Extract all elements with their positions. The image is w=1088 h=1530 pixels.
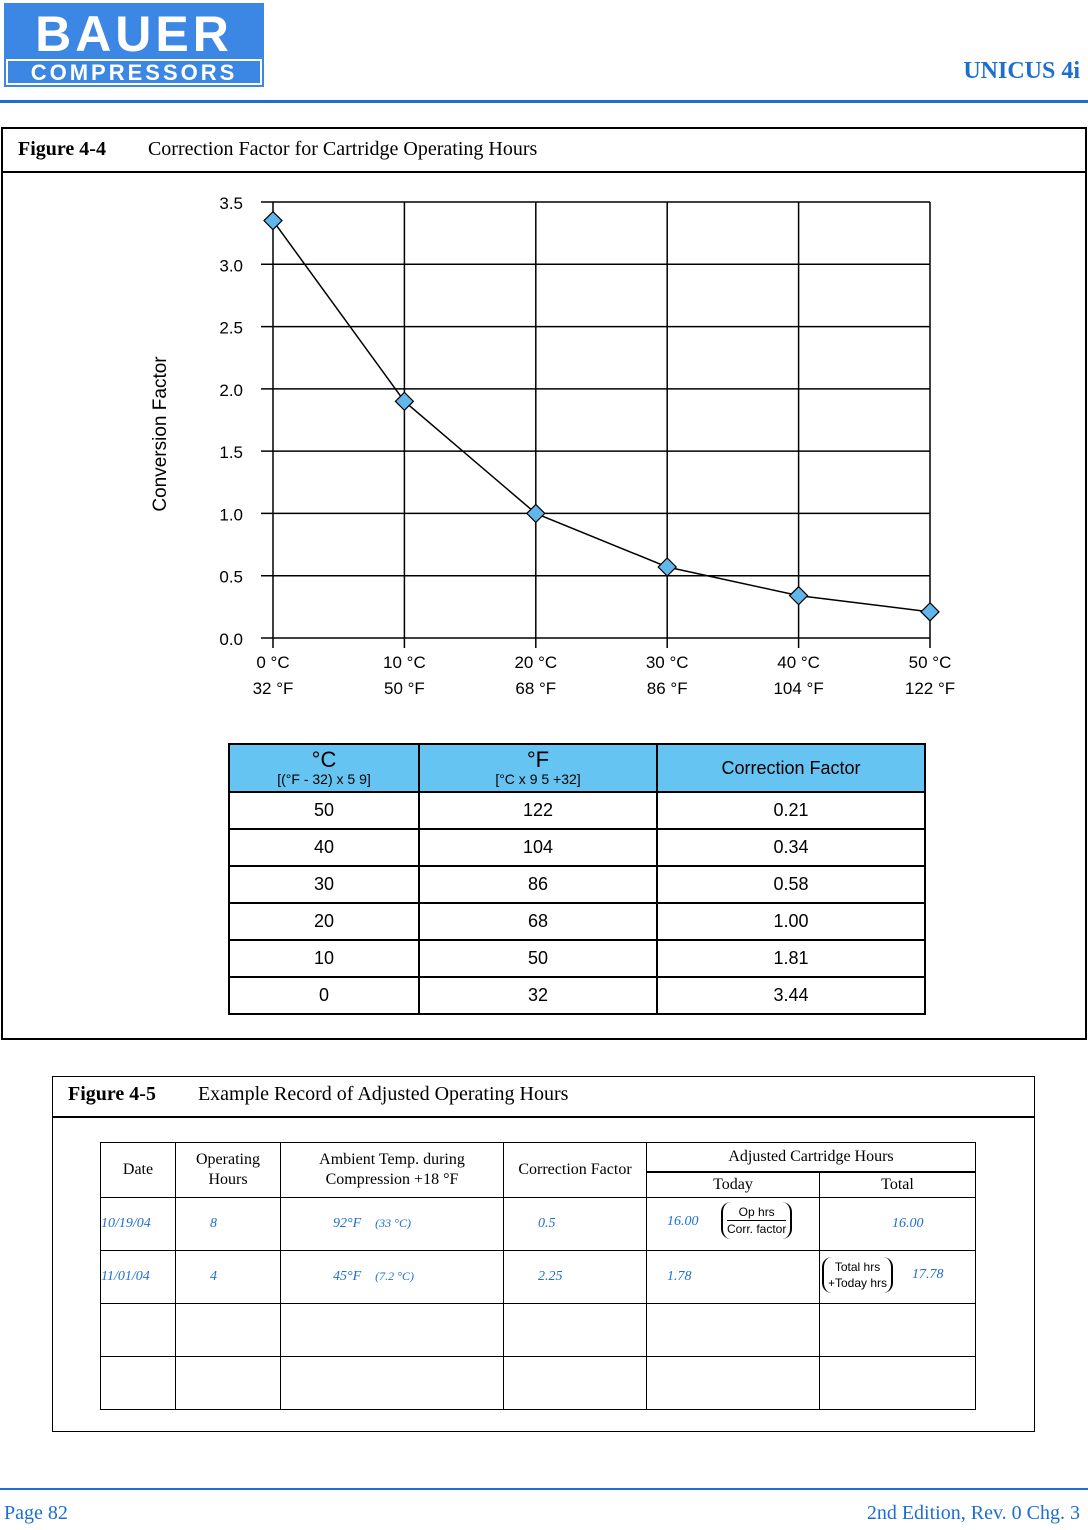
col-header-celsius — [229, 744, 419, 792]
col-header-date: Date — [101, 1143, 176, 1198]
cell-today: 1.78 — [647, 1251, 820, 1304]
table-row — [229, 977, 925, 1014]
cell-fahrenheit: 104 — [419, 829, 657, 866]
cell-fahrenheit: 50 — [419, 940, 657, 977]
chart-y-ticks — [219, 194, 243, 649]
figure-4-5-title — [68, 1083, 568, 1106]
figure-4-4-title — [18, 138, 537, 161]
cell-date — [101, 1198, 176, 1251]
col-header-factor: Correction Factor — [657, 744, 925, 792]
y-tick-label: 3.5 — [219, 194, 243, 213]
table-row-empty — [101, 1357, 976, 1410]
figure-4-4-caption: Correction Factor for Cartridge Operating Hours — [147, 138, 538, 160]
col-header-today: Today — [647, 1172, 820, 1198]
temp-f: 92°F — [333, 1216, 362, 1231]
total-value: 17.78 — [912, 1267, 944, 1282]
figure-4-5-caption: Example Record of Adjusted Operating Hours — [197, 1083, 569, 1105]
adjusted-hours-record-table — [100, 1142, 976, 1410]
col-header-operating-hours: Operating Hours — [176, 1143, 281, 1198]
cell-date — [101, 1251, 176, 1304]
data-point — [264, 212, 282, 230]
cell-factor: 0.21 — [657, 792, 925, 829]
formula-note-sum — [822, 1257, 893, 1293]
cell-ambient — [281, 1251, 504, 1304]
chart-grid — [261, 202, 930, 648]
col-header-total: Total — [820, 1172, 976, 1198]
col-header-adjusted-hours: Adjusted Cartridge Hours — [647, 1143, 976, 1173]
celsius-symbol: °C — [311, 747, 337, 772]
cell-celsius: 10 — [229, 940, 419, 977]
x-tick-label-c: 0 °C — [256, 653, 290, 672]
bauer-compressors-logo — [4, 3, 264, 87]
note-today-hrs: +Today hrs — [828, 1276, 888, 1290]
cell-fahrenheit: 68 — [419, 903, 657, 940]
fahrenheit-formula: [°C x 9 5 +32] — [495, 771, 581, 787]
cell-total — [820, 1251, 976, 1304]
temp-c: (33 °C) — [375, 1216, 411, 1230]
cell-factor: 1.81 — [657, 940, 925, 977]
cell-total: 16.00 — [820, 1198, 976, 1251]
x-tick-label-f: 50 °F — [383, 679, 425, 698]
cell-factor: 0.5 — [504, 1198, 647, 1251]
cell-today — [647, 1198, 820, 1251]
temp-c: (7.2 °C) — [375, 1269, 414, 1283]
cell-factor: 0.34 — [657, 829, 925, 866]
x-tick-label-c: 30 °C — [645, 653, 689, 672]
today-value: 16.00 — [667, 1214, 699, 1229]
y-tick-label: 1.0 — [219, 505, 243, 525]
cell-factor: 1.00 — [657, 903, 925, 940]
col-header-correction-factor: Correction Factor — [504, 1143, 647, 1198]
x-tick-label-c: 10 °C — [383, 653, 426, 672]
page-number: Page 82 — [4, 1502, 68, 1524]
cell-factor: 3.44 — [657, 977, 925, 1014]
note-total-hrs: Total hrs — [834, 1260, 881, 1274]
series-line — [273, 221, 930, 612]
y-tick-label: 0.5 — [219, 567, 243, 587]
correction-factor-chart — [140, 190, 980, 710]
cell-factor: 2.25 — [504, 1251, 647, 1304]
edition-info: 2nd Edition, Rev. 0 Chg. 3 — [866, 1502, 1080, 1524]
y-tick-label: 3.0 — [219, 256, 243, 276]
cell-hours: 8 — [176, 1198, 281, 1251]
correction-factor-table — [228, 743, 926, 1015]
fahrenheit-symbol: °F — [526, 747, 550, 772]
y-tick-label: 2.0 — [219, 380, 243, 400]
figure-4-4-label: Figure 4-4 — [18, 138, 106, 160]
table-row — [229, 792, 925, 829]
col-header-ambient-temp: Ambient Temp. during Compression +18 °F — [281, 1143, 504, 1198]
logo-text-compressors: COMPRESSORS — [30, 60, 238, 85]
figure-4-5-title-rule — [52, 1116, 1035, 1118]
cell-celsius: 50 — [229, 792, 419, 829]
figure-4-4-title-rule — [1, 171, 1087, 173]
table-row — [229, 940, 925, 977]
table-row — [101, 1251, 976, 1304]
note-op-hrs: Op hrs — [727, 1204, 786, 1221]
date-value: 11/01/04 — [101, 1269, 150, 1284]
cell-fahrenheit: 122 — [419, 792, 657, 829]
formula-note-divide — [721, 1202, 792, 1239]
data-point — [921, 603, 939, 621]
date-value: 10/19/04 — [101, 1216, 151, 1231]
celsius-formula: [(°F - 32) x 5 9] — [277, 771, 371, 787]
chart-y-axis-label: Conversion Factor — [150, 356, 171, 512]
x-tick-label-f: 122 °F — [904, 679, 956, 698]
table-row-empty — [101, 1304, 976, 1357]
cell-celsius: 0 — [229, 977, 419, 1014]
x-tick-label-f: 68 °F — [515, 679, 557, 698]
y-tick-label: 1.5 — [219, 443, 243, 463]
y-tick-label: 0.0 — [219, 630, 243, 649]
cell-celsius: 40 — [229, 829, 419, 866]
cell-fahrenheit: 32 — [419, 977, 657, 1014]
cell-celsius: 30 — [229, 866, 419, 903]
model-name: UNICUS 4i — [963, 58, 1080, 84]
table-row — [229, 866, 925, 903]
cell-fahrenheit: 86 — [419, 866, 657, 903]
cell-ambient — [281, 1198, 504, 1251]
cell-factor: 0.58 — [657, 866, 925, 903]
logo-text-bauer: BAUER — [35, 6, 233, 62]
y-tick-label: 2.5 — [219, 318, 243, 338]
table-row — [101, 1198, 976, 1251]
temp-f: 45°F — [333, 1269, 362, 1284]
x-tick-label-f: 32 °F — [252, 679, 294, 698]
note-corr-factor: Corr. factor — [727, 1222, 787, 1236]
x-tick-label-f: 104 °F — [773, 679, 824, 698]
cell-hours: 4 — [176, 1251, 281, 1304]
footer-rule — [0, 1488, 1088, 1490]
figure-4-5-label: Figure 4-5 — [68, 1083, 156, 1105]
chart-points — [264, 212, 939, 621]
data-point — [658, 558, 676, 576]
data-point — [790, 587, 808, 605]
header-rule — [0, 100, 1088, 103]
x-tick-label-c: 50 °C — [908, 653, 952, 672]
col-header-fahrenheit — [419, 744, 657, 792]
x-tick-label-c: 20 °C — [514, 653, 558, 672]
table-row — [229, 903, 925, 940]
x-tick-label-c: 40 °C — [777, 653, 820, 672]
cell-celsius: 20 — [229, 903, 419, 940]
x-tick-label-f: 86 °F — [646, 679, 688, 698]
table-row — [229, 829, 925, 866]
chart-x-ticks — [253, 653, 956, 698]
